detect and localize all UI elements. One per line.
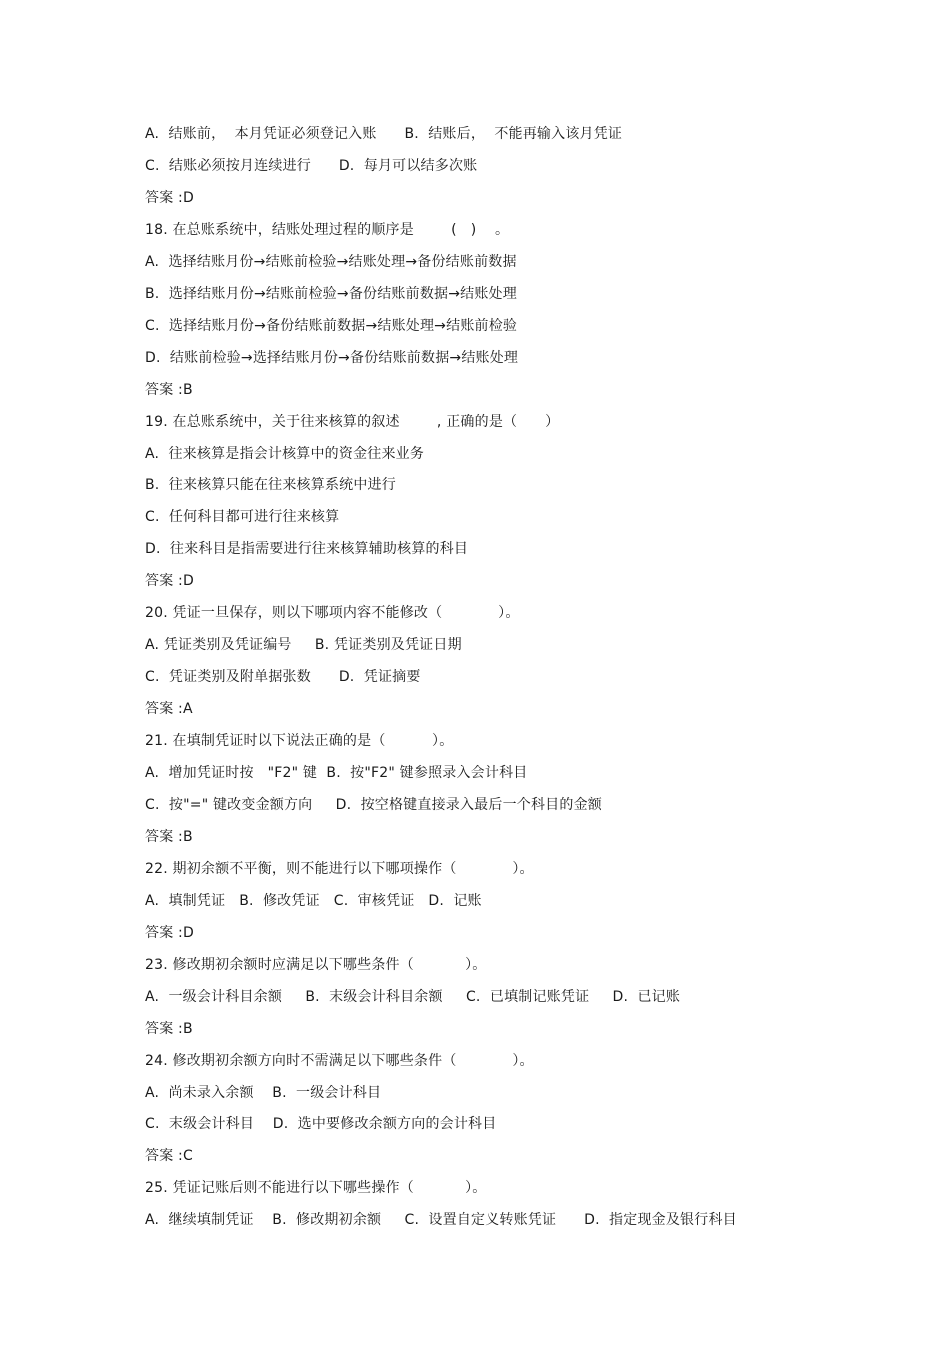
option-text: C. 任何科目都可进行往来核算 bbox=[145, 509, 340, 526]
answer-text: 答案 :A bbox=[145, 701, 193, 718]
answer-text: 答案 :B bbox=[145, 1020, 193, 1037]
option-text: A. 往来核算是指会计核算中的资金往来业务 bbox=[145, 445, 425, 462]
option-text: A. 填制凭证 B. 修改凭证 C. 审核凭证 D. 记账 bbox=[145, 892, 482, 909]
answer-text: 答案 :B bbox=[145, 828, 193, 845]
question-text: 21. 在填制凭证时以下说法正确的是（ ）。 bbox=[145, 733, 454, 750]
option-text: A. 继续填制凭证 B. 修改期初余额 C. 设置自定义转账凭证 D. 指定现金及银行科目 bbox=[145, 1212, 737, 1229]
answer-text: 答案 :C bbox=[145, 1148, 193, 1165]
option-text: C. 选择结账月份→备份结账前数据→结账处理→结账前检验 bbox=[145, 317, 518, 334]
question-text: 22. 期初余额不平衡，则不能进行以下哪项操作（ ）。 bbox=[145, 860, 534, 877]
question-text: 24. 修改期初余额方向时不需满足以下哪些条件（ ）。 bbox=[145, 1052, 534, 1069]
question-text: 25. 凭证记账后则不能进行以下哪些操作（ ）。 bbox=[145, 1180, 487, 1197]
option-text: C. 末级会计科目 D. 选中要修改余额方向的会计科目 bbox=[145, 1116, 497, 1133]
question-text: 18. 在总账系统中，结账处理过程的顺序是 ( ) 。 bbox=[145, 221, 510, 238]
option-text: D. 往来科目是指需要进行往来核算辅助核算的科目 bbox=[145, 541, 469, 558]
answer-text: 答案 :D bbox=[145, 189, 194, 206]
option-text: B. 选择结账月份→结账前检验→备份结账前数据→结账处理 bbox=[145, 285, 517, 302]
option-text: B. 往来核算只能在往来核算系统中进行 bbox=[145, 477, 396, 494]
option-text: A. 选择结账月份→结账前检验→结账处理→备份结账前数据 bbox=[145, 253, 517, 270]
question-text: 20. 凭证一旦保存，则以下哪项内容不能修改（ ）。 bbox=[145, 605, 520, 622]
answer-text: 答案 :D bbox=[145, 573, 194, 590]
option-text: D. 结账前检验→选择结账月份→备份结账前数据→结账处理 bbox=[145, 349, 519, 366]
option-text: C. 按"=" 键改变金额方向 D. 按空格键直接录入最后一个科目的金额 bbox=[145, 796, 602, 813]
answer-text: 答案 :B bbox=[145, 381, 193, 398]
answer-text: 答案 :D bbox=[145, 924, 194, 941]
option-text: A. 一级会计科目余额 B. 末级会计科目余额 C. 已填制记账凭证 D. 已记账 bbox=[145, 988, 681, 1005]
option-text: A. 凭证类别及凭证编号 B. 凭证类别及凭证日期 bbox=[145, 637, 462, 654]
option-text: A. 增加凭证时按 "F2" 键 B. 按"F2" 键参照录入会计科目 bbox=[145, 765, 528, 781]
option-text: A. 结账前， 本月凭证必须登记入账 B. 结账后， 不能再输入该月凭证 bbox=[145, 126, 623, 142]
option-text: C. 凭证类别及附单据张数 D. 凭证摘要 bbox=[145, 669, 421, 686]
question-text: 23. 修改期初余额时应满足以下哪些条件（ ）。 bbox=[145, 956, 487, 973]
option-text: C. 结账必须按月连续进行 D. 每月可以结多次账 bbox=[145, 157, 478, 174]
question-text: 19. 在总账系统中，关于往来核算的叙述 , 正确的是（ ） bbox=[145, 413, 560, 430]
option-text: A. 尚未录入余额 B. 一级会计科目 bbox=[145, 1084, 382, 1101]
